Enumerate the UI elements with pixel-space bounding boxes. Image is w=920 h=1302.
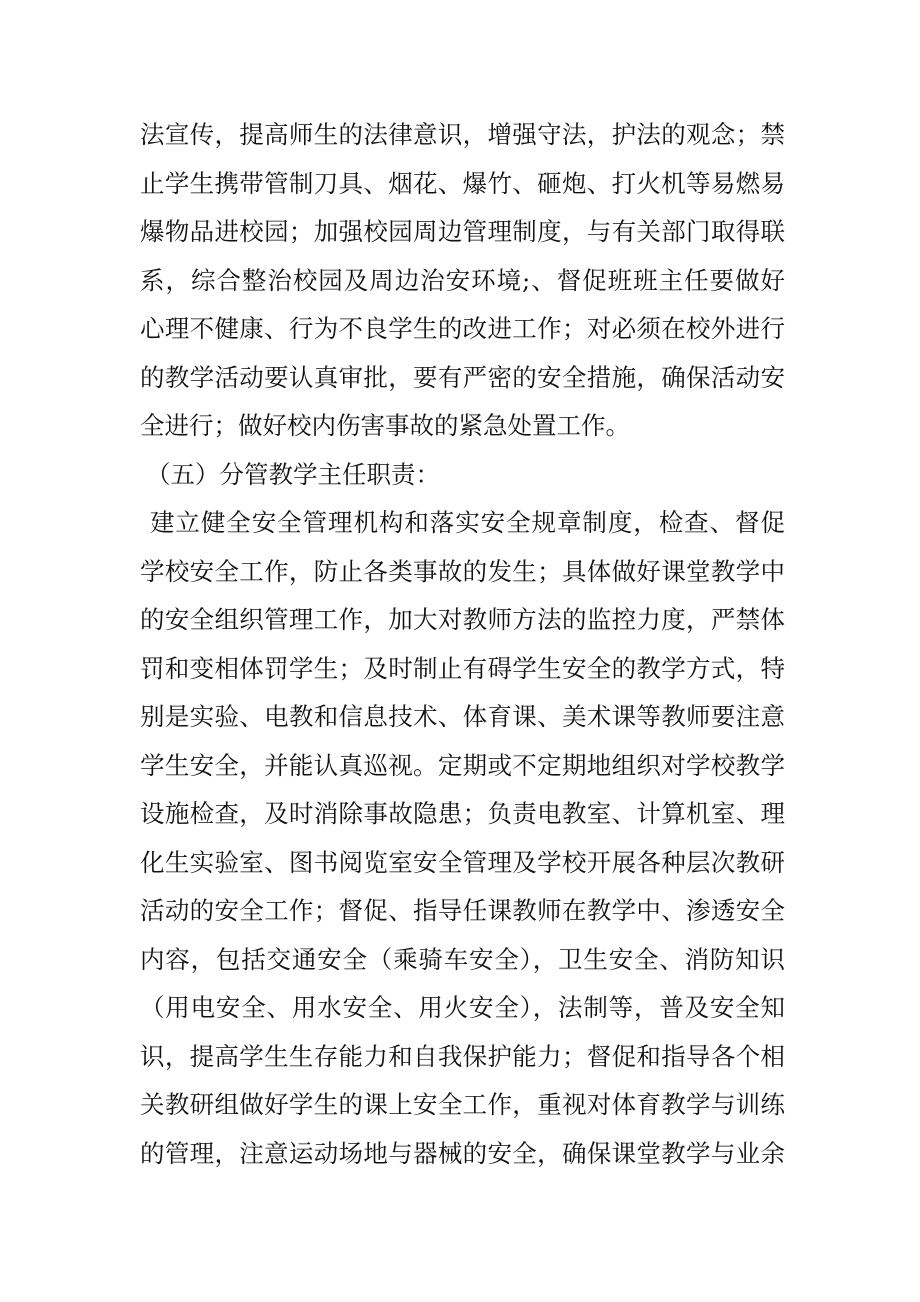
paragraph-2-line-12: 识，提高学生生存能力和自我保护能力；督促和指导各个相 xyxy=(140,1041,785,1071)
paragraph-2-line-10: 内容，包括交通安全（乘骑车安全），卫生安全、消防知识 xyxy=(140,944,785,974)
paragraph-2-line-6: 学生安全，并能认真巡视。定期或不定期地组织对学校教学 xyxy=(140,750,785,780)
paragraph-1-line-2: 止学生携带管制刀具、烟花、爆竹、砸炮、打火机等易燃易 xyxy=(140,168,785,198)
paragraph-2-line-9: 活动的安全工作；督促、指导任课教师在教学中、渗透安全 xyxy=(140,896,785,925)
paragraph-2-line-8: 化生实验室、图书阅览室安全管理及学校开展各种层次教研 xyxy=(140,847,785,877)
paragraph-2-line-1: 建立健全安全管理机构和落实安全规章制度，检查、督促 xyxy=(150,508,785,537)
paragraph-2-line-5: 别是实验、电教和信息技术、体育课、美术课等教师要注意 xyxy=(140,702,785,731)
paragraph-1-line-3: 爆物品进校园；加强校园周边管理制度，与有关部门取得联 xyxy=(140,217,785,246)
paragraph-2-line-2: 学校安全工作，防止各类事故的发生；具体做好课堂教学中 xyxy=(140,556,785,586)
paragraph-2-line-13: 关教研组做好学生的课上安全工作，重视对体育教学与训练 xyxy=(140,1090,785,1119)
paragraph-1-line-5: 心理不健康、行为不良学生的改进工作；对必须在校外进行 xyxy=(140,314,785,343)
paragraph-2-line-7: 设施检查，及时消除事故隐患；负责电教室、计算机室、理 xyxy=(140,799,785,828)
section-heading-5: （五）分管教学主任职责： xyxy=(146,459,440,489)
paragraph-1-line-6: 的教学活动要认真审批，要有严密的安全措施，确保活动安 xyxy=(140,362,785,392)
paragraph-1-line-4: 系，综合整治校园及周边治安环境;、督促班班主任要做好 xyxy=(140,265,785,295)
paragraph-2-line-3: 的安全组织管理工作，加大对教师方法的监控力度，严禁体 xyxy=(140,605,785,634)
paragraph-2-line-14: 的管理，注意运动场地与器械的安全，确保课堂教学与业余 xyxy=(140,1138,785,1168)
paragraph-2-line-4: 罚和变相体罚学生；及时制止有碍学生安全的教学方式，特 xyxy=(140,653,785,683)
body-text xyxy=(140,111,785,1178)
paragraph-1-line-1: 法宣传，提高师生的法律意识，增强守法，护法的观念；禁 xyxy=(140,120,785,149)
paragraph-2-line-11: （用电安全、用水安全、用火安全），法制等，普及安全知 xyxy=(140,993,785,1022)
paragraph-1-line-7: 全进行；做好校内伤害事故的紧急处置工作。 xyxy=(140,411,630,440)
